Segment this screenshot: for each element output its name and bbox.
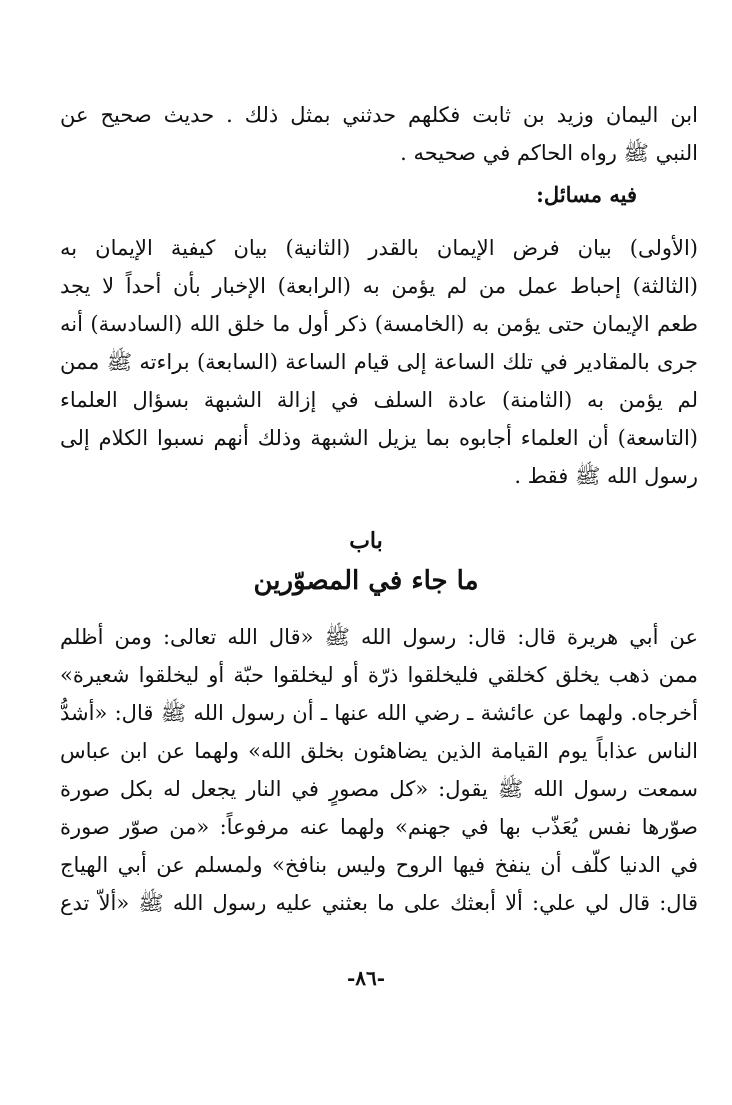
chapter-title: ما جاء في المصوّرين: [253, 566, 479, 596]
text-line: لم يؤمن به (الثامنة) عادة السلف في إزالة الشبهة بسؤال العلماء: [60, 388, 698, 412]
issues-paragraph: [60, 229, 698, 495]
text-line: في الدنيا كلّف أن ينفخ فيها الروح وليس بنافخ» ولمسلم عن أبي الهياج: [60, 853, 698, 877]
text-line: الناس عذاباً يوم القيامة الذين يضاهئون بخلق الله» ولهما عن ابن عباس: [60, 739, 698, 763]
text-line: ابن اليمان وزيد بن ثابت فكلهم حدثني بمثل ذلك . حديث صحيح عن: [60, 103, 698, 127]
page-number: -٨٦-: [346, 966, 386, 990]
chapter-label: باب: [349, 528, 383, 554]
text-line: أخرجاه. ولهما عن عائشة ـ رضي الله عنها ـ أن رسول الله ﷺ قال: «أشدُّ: [60, 701, 698, 725]
text-line: جرى بالمقادير في تلك الساعة إلى قيام الساعة (السابعة) براءته ﷺ ممن: [60, 350, 698, 374]
chapter-paragraph: [60, 618, 698, 922]
text-line: (الثالثة) إحباط عمل من لم يؤمن به (الرابعة) الإخبار بأن أحداً لا يجد: [60, 274, 698, 298]
text-line: صوّرها نفس يُعَذّب بها في جهنم» ولهما عنه مرفوعاً: «من صوّر صورة: [60, 815, 698, 839]
text-line: سمعت رسول الله ﷺ يقول: «كل مصورٍ في النار يجعل له بكل صورة: [60, 777, 698, 801]
text-line: (التاسعة) أن العلماء أجابوه بما يزيل الشبهة وذلك أنهم نسبوا الكلام إلى: [60, 426, 698, 450]
issues-heading: فيه مسائل:: [536, 182, 637, 207]
text-line: عن أبي هريرة قال: قال: رسول الله ﷺ «قال الله تعالى: ومن أظلم: [60, 625, 698, 649]
text-line: ممن ذهب يخلق كخلقي فليخلقوا ذرّة أو ليخلقوا حبّة أو ليخلقوا شعيرة»: [60, 663, 698, 687]
text-line: رسول الله ﷺ فقط .: [514, 464, 698, 488]
hadith-paragraph: [60, 96, 698, 172]
text-line: قال: قال لي علي: ألا أبعثك على ما بعثني عليه رسول الله ﷺ «ألاّ تدع: [60, 891, 698, 915]
text-line: النبي ﷺ رواه الحاكم في صحيحه .: [400, 141, 698, 165]
text-line: طعم الإيمان حتى يؤمن به (الخامسة) ذكر أول ما خلق الله (السادسة) أنه: [60, 312, 698, 336]
text-line: (الأولى) بيان فرض الإيمان بالقدر (الثانية) بيان كيفية الإيمان به: [60, 236, 698, 260]
